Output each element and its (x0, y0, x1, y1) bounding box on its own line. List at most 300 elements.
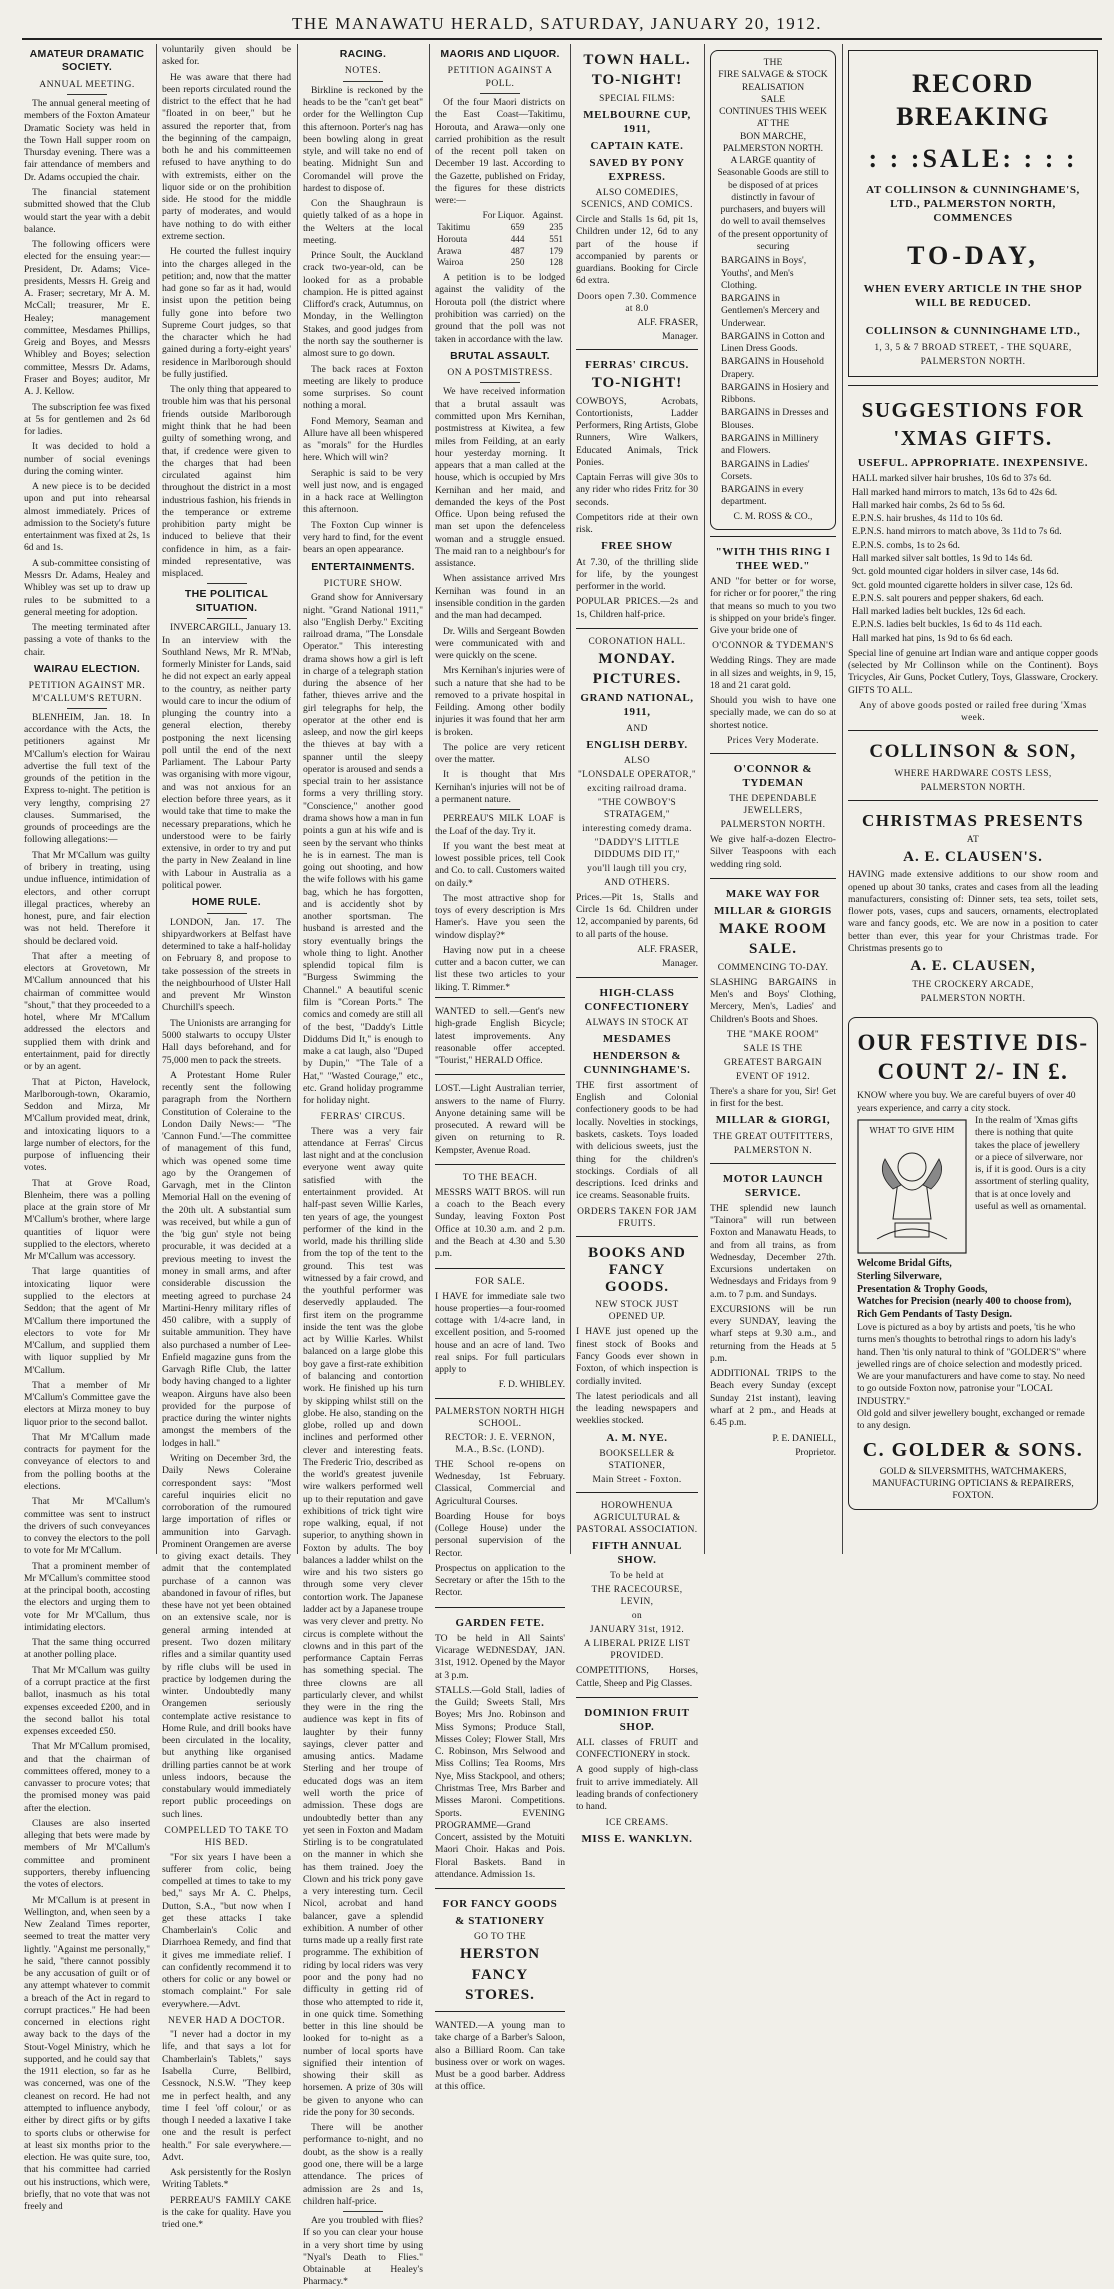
ad-signature: ALF. FRASER, (637, 316, 698, 328)
column-3 (299, 44, 427, 2288)
paragraph: He was aware that there had been reports circulated round the district to the effect that he had "floated in on beer," but he assured the reporter that, from the beginning of the campaign, both he and his committeemen refused to have anything to do with extremists, either on the liquor side or on the prohibition side. He stood for the middle party of moderates, and would have nothing to do with either extreme section. (162, 71, 291, 242)
list-item: E.P.N.S. hair brushes, 4s 11d to 10s 6d. (852, 513, 1003, 525)
list-item: Watches for Precision (nearly 400 to choose from), (857, 1296, 1072, 1308)
paragraph: PERREAU'S MILK LOAF is the Loaf of the day. Try it. (435, 813, 565, 837)
illustration-caption: WHAT TO GIVE HIM (869, 1125, 955, 1135)
headline-dramatic-society: AMATEUR DRAMATIC SOCIETY. (29, 48, 145, 74)
paragraph: A Protestant Home Ruler recently sent the following paragraph from the Northern Constitution of Coleraine to the London Daily News:— "The 'Cannon Fund.'—The committee of management of this fund, which was opened some time ago by the Orangemen of Garvagh, met in the Clinton Memorial Hall on the evening of the 20th ult. A substantial sum was received, but while a gun of the 'big gun' style not being procurable, it was decided at a previous meeting to invest the money in small arms, and after considerable discussion the meeting agreed to purchase 24 Martini-Henry military rifles of 450 calibre, with a supply of suitable ammunition. They have also purchased a number of Lee-Enfield magazine guns from the Garvagh Rifle Club, the latter body having changed to a lighter weapon. Airguns have also been provided for the purpose of practice during the winter nights amongst the members of the lodges in hall." (162, 1069, 291, 1449)
ad-heading: PALMERSTON NORTH HIGH SCHOOL. (435, 1406, 565, 1429)
table-cell: Arawa (437, 245, 462, 256)
advert-herston-fancy-stores (435, 1888, 565, 2011)
ad-line: PALMERSTON NORTH. (920, 783, 1026, 794)
paragraph: The only thing that appeared to trouble him was that his personal friends outside Marlborough might think that he had been guilty of something wrong, and that, if credence were given to the charges that had been circulated against him throughout the district in a most industrious fashion, his friends in the temperance or extreme prohibition party might be induced to believe that their confidence in him, as a fair-minded representative, was misplaced. (162, 384, 291, 580)
ad-heading: FOR SALE. (475, 1276, 525, 1287)
column-5 (572, 44, 702, 1845)
ad-text: Should you wish to have one specially made, we can do so at shortest notice. (710, 695, 836, 731)
paragraph: If you want the best meat at lowest possible prices, tell Cook and Co. to call. Customers waited on daily.* (435, 840, 565, 889)
table-cell: 250 (510, 257, 525, 268)
list-item: 9ct. gold mounted cigarette holders in silver case, 12s 6d. (852, 579, 1073, 591)
table-row (435, 246, 565, 258)
ad-line: Doors open 7.30. Commence at 8.0 (577, 291, 697, 314)
list-item: BARGAINS in Household Drapery. (721, 356, 824, 380)
paragraph: Clauses are also inserted alleging that bets were made by members of Mr M'Callum's committee and prominent supporters, thereby influencing the votes of electors. (24, 1817, 150, 1891)
ad-line: BOOKSELLER & STATIONER, (599, 1448, 675, 1471)
headline-racing: RACING. (339, 48, 387, 60)
ad-line: PICTURES. (592, 671, 682, 688)
table-row (435, 222, 565, 234)
ad-line: PALMERSTON NORTH. (722, 142, 824, 154)
classified-for-sale (435, 1268, 565, 1398)
advert-books-fancy-goods (576, 1236, 698, 1492)
ad-signature: Proprietor. (795, 1446, 836, 1458)
paragraph: That Mr M'Callum made contracts for payment for the conveyance of electors to and from the polling booths at the elections. (24, 1431, 150, 1492)
ad-line: COMMENCING TO-DAY. (717, 962, 829, 973)
paragraph: The Foxton Cup winner is very hard to find, for the event bears an open appearance. (303, 519, 423, 556)
ad-text: LOST.—Light Australian terrier, answers to the name of Flurry. Anyone detaining same will be prosecuted. A reward will be given on returning to R. Kempster, Avenue Road. (435, 1083, 565, 1156)
list-item: BARGAINS in Hosiery and Ribbons. (721, 381, 829, 406)
ad-line: MILLAR & GIORGI, (715, 1114, 831, 1127)
column-divider (429, 44, 430, 1554)
ad-line: AT COLLINSON & CUNNINGHAME'S, LTD., PALMERSTON NORTH, COMMENCES (866, 183, 1080, 224)
column-divider (704, 44, 705, 1554)
ad-line: on (631, 1611, 643, 1622)
ad-line: THE GREAT OUTFITTERS, (713, 1131, 833, 1142)
headline-wairau-election: WAIRAU ELECTION. (33, 662, 141, 675)
paragraph: Are you troubled with flies? If so you can clear your house in a very short time by using "Nyal's Death to Flies." Obtainable at Healey's Pharmacy.* (303, 2215, 423, 2288)
ad-line: THE (763, 57, 783, 68)
paragraph: "For six years I have been a sufferer from colic, being compelled at times to take to my bed," says Mr A. C. Phelps, Dutton, S.A., "but now when I get these attacks I take Chamberlain's Colic and Diarrhoea Remedy, and find that it gives me immediate relief. I can confidently recommend it to others for colic or any bowel or stomach complaint." For sale everywhere.—Advt. (162, 1851, 291, 2010)
ad-line: ORDERS TAKEN FOR JAM FRUITS. (577, 1206, 697, 1229)
column-4 (431, 44, 569, 2093)
ad-signature: Manager. (662, 330, 698, 342)
ad-text: POPULAR PRICES.—2s and 1s, Children half-price. (576, 596, 698, 620)
ad-line: WHEN EVERY ARTICLE IN THE SHOP WILL BE REDUCED. (863, 283, 1083, 310)
table-cell: 128 (549, 257, 563, 268)
list-item: BARGAINS in Dresses and Blouses. (721, 407, 829, 431)
list-item: Welcome Bridal Gifts, (857, 1257, 952, 1269)
list-item: Sterling Silverware, (857, 1270, 942, 1282)
advert-festive-discount (848, 1017, 1098, 1510)
ad-line: BOOKS AND FANCY GOODS. (588, 1244, 686, 1296)
ad-text: Prices.—Pit 1s, Stalls and Circle 1s 6d. Children under 12, accompanied by parents, 6d to all parts of the house. (576, 891, 698, 940)
ad-text: In the realm of 'Xmas gifts there is nothing that quite takes the place of jewellery or a piece of silverware, nor is, if it is good. Ours is a city assortment of sterling quality, that is at once lovely and useful as well as ornamental. (975, 1114, 1089, 1212)
ad-line: ALSO (623, 755, 651, 766)
advert-record-breaking-sale (848, 50, 1098, 377)
ad-line: Prices Very Moderate. (727, 735, 819, 746)
ad-text: KNOW where you buy. We are careful buyers of over 40 years experience, and carry a city stock. (857, 1090, 1076, 1114)
ad-line: A. E. CLAUSEN'S. (903, 849, 1043, 866)
ad-text: EXCURSIONS will be run every SUNDAY, leaving the wharf steps at 9.30 a.m., and returning from the Heads at 5 p.m. (710, 1303, 836, 1364)
headline-maoris-liquor: MAORIS AND LIQUOR. (440, 48, 560, 60)
ad-line: O'CONNOR & TYDEMAN (733, 762, 813, 790)
subhead-never-had-doctor: NEVER HAD A DOCTOR. (168, 2014, 285, 2026)
masthead-rule (22, 38, 1102, 40)
ad-line: HERSTON (459, 1946, 541, 1963)
advert-fire-salvage-sale (710, 50, 836, 530)
ad-line: 'XMAS GIFTS. (893, 426, 1053, 451)
ad-text: We are your manufacturers and have come to stay. No need to go outside Foxton now, patronise your "LOCAL INDUSTRY." (857, 1371, 1085, 1407)
paragraph: It is thought that Mrs Kernihan's injuries will not be of a permanent nature. (435, 769, 565, 805)
ad-line: STORES. (465, 1986, 535, 2003)
ad-text: THE School re-opens on Wednesday, 1st February. Classical, Commercial and Agricultural Courses. (435, 1458, 565, 1507)
ad-line: SALE IS THE (743, 1043, 803, 1054)
cupid-illustration (857, 1119, 967, 1254)
ad-text: I HAVE for immediate sale two house properties—a four-roomed cottage with 1/4-acre land, in excellent position, and 5-roomed house and an acre of land. Two real snips. For full particulars apply to (435, 1290, 565, 1376)
paragraph: "I never had a doctor in my life, and that says a lot for Chamberlain's Tablets," says Isabella Curre, Bellbird, Cessnock, N.S.W. "They keep me in perfect health, and any time I feel 'off colour,' or as though I needed a laxative I take one and the result is perfect health." For sale everywhere.—Advt. (162, 2029, 291, 2163)
paragraph: Seraphic is said to be very well just now, and is engaged in a hack race at Wellington this afternoon. (303, 467, 423, 516)
classified-wanted-barber (435, 2011, 565, 2101)
ad-text: MESSRS WATT BROS. will run a coach to the Beach every Sunday, leaving Foxton Post Office at 10.30 a.m. and 2 p.m. and the Beach at 4.30 and 5.30 p.m. (435, 1186, 565, 1260)
ad-line: "WITH THIS RING I THEE WED." (715, 545, 831, 572)
ad-line: FOR FANCY GOODS (442, 1898, 558, 1911)
ad-text: AND "for better or for worse, for richer or for poorer," the ring that means so much to you two is shipped on your bride's finger. Give your bride one of (710, 575, 836, 637)
ad-line: Main Street - Foxton. (592, 1474, 682, 1485)
ad-text: HAVING made extensive additions to our show room and opened up about 30 tanks, crates and cases from all the leading manufacturers, consisting of: Dinner sets, tea sets, toilet sets, flower pots, vases, cups and saucers, ornaments, electroplated ware and fancy goods, etc. We are now in a position to cater better than ever, this year for your Christmas trade. For Christmas presents go to (848, 869, 1098, 954)
ad-text: A LARGE quantity of Seasonable Goods are still to be disposed of at prices distinctly in favour of purchasers, and buyers will do well to avail themselves of the present opportunity of securing (717, 155, 829, 252)
ad-text: TO be held in All Saints' Vicarage WEDNESDAY, JAN. 31st, 1912. Opened by the Mayor at 3 p.m. (435, 1632, 565, 1681)
feature-list (857, 1258, 1089, 1322)
ad-line: C. GOLDER & SONS. (862, 1439, 1084, 1462)
paragraph: The annual general meeting of members of the Foxton Amateur Dramatic Society was held in the Town Hall supper room on Thursday evening. There was a fair attendance of members and Dr. Adams occupied the chair. (24, 98, 150, 183)
list-item: Hall marked silver salt bottles, 1s 9d to 14s 6d. (852, 553, 1033, 565)
ad-text: We give half-a-dozen Electro-Silver Teaspoons with each wedding ring sold. (710, 834, 836, 870)
advert-horowhenua-show (576, 1492, 698, 1697)
list-item: 9ct. gold mounted cigar holders in silver case, 14s 6d. (852, 566, 1059, 578)
ad-line: A LIBERAL PRIZE LIST PROVIDED. (583, 1639, 691, 1662)
ad-line: ALWAYS IN STOCK AT (585, 1017, 689, 1028)
table-cell: 179 (549, 245, 563, 256)
divider (207, 618, 247, 619)
ad-line: COUNT 2/- IN £. (877, 1059, 1069, 1085)
paragraph: That after a meeting of electors at Grovetown, Mr M'Callum announced that his chairman of committee would "shout," that they proceeded to a hotel, where Mr M'Callum addressed the electors and supplied them with drink and entertainment, paid for directly or by an agent. (24, 950, 150, 1073)
paragraph: Of the four Maori districts on the East Coast—Takitimu, Horouta, and Arawa—only one carried prohibition as the result of the recent poll taken on December 19 last. According to the Gazette, published on Friday, the figures for these districts were:— (435, 96, 565, 207)
paragraph: That the same thing occurred at another polling place. (24, 1637, 150, 1661)
advert-town-hall (576, 44, 698, 349)
paragraph: BLENHEIM, Jan. 18. In accordance with the Acts, the petitioners against Mr M'Callum's election for Wairau advertise the full text of the grounds of the petition in the Express to-night. The petition is very lengthy, comprising 27 clauses. Summarised, the grounds of proceedings are the following allegations:— (24, 711, 150, 846)
paragraph: A sub-committee consisting of Messrs Dr. Adams, Healey and Whibley was set up to draw up rules to be submitted to a general meeting for adoption. (24, 557, 150, 618)
divider (480, 809, 520, 810)
ad-line: ALSO COMEDIES, SCENICS, AND COMICS. (581, 187, 693, 210)
column-1 (20, 44, 154, 2213)
ad-line: MOTOR LAUNCH SERVICE. (722, 1172, 824, 1199)
ad-text: Wedding Rings. They are made in all sizes and weights, in 9, 15, 18 and 21 carat gold. (710, 655, 836, 691)
classified-garden-fete (435, 1607, 565, 1888)
paragraph: Prince Soult, the Auckland crack two-year-old, can be looked for as a probable champion. He is pitted against Clifford's crack, Autumnus, on Monday, in the Wellington Stakes, and good judges from the north say the southerner is almost sure to go down. (303, 250, 423, 360)
ad-text: WANTED.—A young man to take charge of a Barber's Saloon, also a Billiard Room. Can take business over or work on wages. Must be a good barber. Address at this office. (435, 2020, 565, 2093)
advert-clausen (848, 800, 1098, 1010)
ad-heading: TO THE BEACH. (462, 1172, 538, 1183)
subhead-picture-show: PICTURE SHOW. (323, 577, 403, 589)
paragraph: A new piece is to be decided upon and put into rehearsal almost immediately. Prices of admission to the Society's future entertainment was fixed at 2s, 1s 6d and 1s. (24, 481, 150, 554)
paragraph: Having now put in a cheese cutter and a bacon cutter, we can list these two articles to your liking. T. Rimmer.* (435, 944, 565, 993)
ad-signature: F. D. WHIBLEY. (498, 1379, 565, 1391)
ad-line: MILLAR & GIORGIS (714, 905, 832, 918)
paragraph: Writing on December 3rd, the Daily News Coleraine correspondent says: "Most careful inquiries elicit no corroboration of the rumoured large importation of rifles or ammunition into Garvagh. Prominent Orangemen are averse to giving exact details. They admit that the contemplated purchase of a cannon was abandoned in favour of rifles, but these have not yet been obtained on an extensive scale, nor is general arming intended at present. Two dozen military rifles and a similar quantity used by rifle clubs will be used in practice by lodgemen during the winter. Undoubtedly many Orangemen seriously contemplate active resistance to Home Rule, and drill books have been circulated in the locality, but anything like organised drilling parties cannot be at work unless indoors, because the constabulary would immediately report public proceedings on such lines. (162, 1453, 291, 1820)
ad-line: AND OTHERS. (604, 877, 670, 888)
ad-line: FANCY (471, 1966, 529, 1983)
ad-line: ENGLISH DERBY. (586, 738, 688, 751)
ad-line: AND (626, 723, 648, 734)
classified-to-the-beach (435, 1164, 565, 1268)
ad-text: Competitors ride at their own risk. (576, 511, 698, 536)
subhead-compelled: COMPELLED TO TAKE TO HIS BED. (164, 1824, 289, 1849)
ad-line: exciting railroad drama. (587, 783, 687, 794)
advert-coronation-hall (576, 628, 698, 977)
paragraph: The police are very reticent over the matter. (435, 741, 565, 766)
ad-line: THE CROCKERY ARCADE, (912, 979, 1034, 990)
ad-line: HIGH-CLASS CONFECTIONERY (584, 986, 690, 1013)
column-divider (570, 44, 571, 1554)
ad-line: HENDERSON & CUNNINGHAME'S. (583, 1049, 691, 1076)
advert-dominion-fruit-shop (576, 1697, 698, 1853)
table-header: Against. (532, 210, 563, 221)
list-item: E.P.N.S. salt pourers and pepper shakers, 6d each. (852, 592, 1044, 604)
list-item: Hall marked hat pins, 1s 9d to 6s 6d each. (852, 632, 1013, 644)
classified-high-school (435, 1398, 565, 1607)
ad-line: GRAND NATIONAL, 1911, (580, 692, 694, 719)
paragraph: INVERCARGILL, January 13. In an interview with the Southland News, Mr R. M'Nab, formerly Minister for Lands, said he did not expect an early appeal to the country, as neither party would care to incur the odium of plunging the country into a general election, thereby postponing the next licensing poll until the end of the next Parliament. The Labour Party was organising with more vigour, and was not anxious for an election before three years, as it would take that time to make the necessary preparations, which he understood were to be fairly extensive, in order to try and put the party in New Zealand in line with Labour in Australia as a political power. (162, 622, 291, 891)
ad-text: There's a share for you, Sir! Get in first for the best. (710, 1085, 836, 1110)
ad-line: THE "MAKE ROOM" (726, 1029, 820, 1040)
advert-xmas-gifts (848, 385, 1098, 730)
paragraph: Birkline is reckoned by the heads to be the "can't get beat" order for the Wellington Cup this afternoon. Porter's nag has been bowling along in great style, and will take no end of beating. Midnight Sun and Coromandel will prove the hardest to dispose of. (303, 84, 423, 194)
ad-line: MELBOURNE CUP, 1911, (583, 108, 691, 135)
ad-line: "THE COWBOY'S STRATAGEM," (597, 797, 677, 820)
ad-subheading: RECTOR: J. E. VERNON, M.A., B.Sc. (LOND). (444, 1432, 556, 1455)
ad-line: you'll laugh till you cry, (587, 863, 687, 874)
ad-line: DOMINION FRUIT SHOP. (584, 1706, 690, 1733)
ad-line: HOROWHENUA AGRICULTURAL & PASTORAL ASSOCIATION. (576, 1500, 698, 1535)
poll-results-table (435, 210, 565, 269)
ad-line: EVENT OF 1912. (736, 1071, 810, 1082)
ad-line: BON MARCHE, (739, 130, 807, 142)
ad-line: FREE SHOW (601, 540, 673, 553)
divider (480, 93, 520, 94)
ad-line: Any of above goods posted or railed free during 'Xmas week. (859, 700, 1087, 723)
list-item: E.P.N.S. ladies belt buckles, 1s 6d to 4s 11d each. (852, 619, 1043, 631)
ad-line: MESDAMES (602, 1032, 672, 1045)
paragraph: That at Grove Road, Blenheim, there was a polling place at the grain store of Mr M'Callum's brother, where large quantities of liquor were supplied to the electors, whereto Mr M'Callum was accessory. (24, 1177, 150, 1263)
subhead-ferras-circus: FERRAS' CIRCUS. (320, 1111, 406, 1123)
list-item: Hall marked ladies belt buckles, 12s 6d each. (852, 606, 1026, 618)
ad-line: AT (966, 835, 980, 846)
ad-line: SAVED BY PONY EXPRESS. (589, 156, 685, 183)
paragraph: He courted the fullest inquiry into the charges alleged in the petition; and, now that the matter had gone so far as it had, would insist upon the petition being fully gone into before two Supreme Court judges, so that the character which he had gained during a forty-eight years' residence in Marlborough should be fully justified. (162, 246, 291, 380)
paragraph: That a member of Mr M'Callum's Committee gave the electors at Mirza money to buy liquor prior to the second ballot. (24, 1379, 150, 1428)
advert-collinson-son (848, 730, 1098, 800)
ad-line: MONDAY. (598, 650, 676, 667)
paragraph: The back races at Foxton meeting are likely to produce some surprises. So count nothing a moral. (303, 363, 423, 412)
paragraph: That Mr M'Callum promised, and that the chairman of committees offered, money to a canvasser to procure votes; that the promised money was paid after the election. (24, 1741, 150, 1814)
ad-line: GREATEST BARGAIN (723, 1057, 823, 1068)
ad-text: Circle and Stalls 1s 6d, pit 1s, Children under 12, 6d to any part of the house if accompanied by parents or guardians. Booking for Circle 6d extra. (576, 213, 698, 287)
paragraph: The meeting terminated after passing a vote of thanks to the chair. (24, 622, 150, 658)
paragraph: LONDON, Jan. 17. The shipyardworkers at Belfast have determined to take a half-holiday on February 8, and propose to take possession of the streets in the neighbourhood of Ulster Hall and prevent Mr Winston Churchill's speech. (162, 916, 291, 1014)
ad-text: COWBOYS, Acrobats, Contortionists, Ladder Performers, Ring Artists, Globe Runners, Wire Walkers, Educated Animals, Trick Ponies. (576, 395, 698, 468)
ad-line: JANUARY 31st, 1912. (589, 1625, 685, 1636)
paragraph: We have received information that a brutal assault was committed upon Mrs Kernihan, postmistress at Kiwitea, a few miles from Feilding, at an early hour yesterday morning. It appears that a man called at the house, which is occupied by Mrs Kernihan and her maid, and demanded the keys of the Post Office. Upon being refused the man set upon the defenceless woman and a struggle ensued. The maid ran to a neighbour's for assistance. (435, 386, 565, 570)
divider (207, 583, 247, 584)
ad-text: COMPETITIONS, Horses, Cattle, Sheep and Pig Classes. (576, 1665, 698, 1689)
gift-list (852, 473, 1098, 644)
paragraph: Mr M'Callum is at present in Wellington, and, when seen by a New Zealand Times reporter, seemed to treat the matter very lightly. "Against me personally," he said, "there cannot possibly be any accusation of guilt or of any attempt whatever to commit a breach of the Act in regard to corrupt practices." He had been concerned in elections right away back to the days of the Stout-Vogel Ministry, which he supported, and he could say that the 1911 election, so far as he was concerned, was one of the cleanest on record. He had not attempted to influence anybody, either by direct gifts or by gifts to sports clubs or otherwise for at least six months prior to the election. He was quite sure, too, that his committee had carried out his instructions, which were, briefly, that no vote that was not freely and (24, 1894, 150, 2213)
ad-line: TO-DAY, (907, 241, 1039, 271)
ad-line: USEFUL. APPROPRIATE. INEXPENSIVE. (857, 457, 1089, 470)
subhead-petition: PETITION AGAINST MR. M'CALLUM'S RETURN. (28, 680, 146, 704)
paragraph: It was decided to hold a number of social evenings during the coming winter. (24, 441, 150, 477)
ad-signature: P. E. DANIELL, (772, 1432, 836, 1444)
ad-line: SUGGESTIONS FOR (861, 397, 1085, 422)
paragraph: Dr. Wills and Sergeant Bowden were communicated with and were quickly on the scene. (435, 625, 565, 662)
table-row (435, 234, 565, 246)
paragraph: The Unionists are arranging for 5000 stalwarts to occupy Ulster Hall days beforehand, and for 75,000 men to pack the streets. (162, 1017, 291, 1066)
ad-line: COLLINSON & SON, (869, 741, 1077, 762)
table-cell: 659 (510, 222, 525, 233)
ad-text: Prospectus on application to the Secretary or after the 15th to the Rector. (435, 1562, 565, 1599)
column-divider (842, 44, 843, 1554)
bargain-list (721, 255, 829, 508)
list-item: BARGAINS in Boys', Youths', and Men's Clothing. (721, 255, 807, 291)
paragraph: That at Picton, Havelock, Marlborough-town, Okaramio, Seddon and Mirza, Mr M'Callum provided meat, drink, and intoxicating liquors to a large number of electors, for the purpose of influencing their votes. (24, 1076, 150, 1174)
ad-line: GOLD & SILVERSMITHS, WATCHMAKERS, MANUFACTURING OPTICIANS & REPAIRERS, (872, 1465, 1074, 1490)
subhead-annual-meeting: ANNUAL MEETING. (39, 78, 135, 90)
ad-line: FIFTH ANNUAL SHOW. (591, 1539, 682, 1566)
divider (67, 94, 107, 95)
ad-line: GO TO THE (473, 1932, 527, 1943)
ad-line: TOWN HALL. (583, 52, 691, 68)
ad-text: Old gold and silver jewellery bought, exchanged or remade to any design. (857, 1407, 1085, 1432)
ad-line: SPECIAL FILMS: (599, 93, 675, 104)
table-cell: Horouta (437, 233, 468, 244)
headline-home-rule: HOME RULE. (192, 896, 261, 909)
ad-line: "DADDY'S LITTLE DIDDUMS DID IT," (594, 837, 680, 860)
table-cell: 551 (549, 233, 563, 244)
ad-line: A. E. CLAUSEN, (910, 958, 1036, 975)
ad-line: MISS E. WANKLYN. (581, 1832, 693, 1845)
ad-line: A. M. NYE. (606, 1431, 668, 1444)
ad-line: NEW STOCK JUST OPENED UP. (595, 1300, 679, 1323)
paragraph: That Mr M'Callum was guilty of bribery in treating, using undue influence, intimidation of electors, and other corrupt illegal practices, whereby an honest, pure, and fair election was not held. Therefore it should be declared void. (24, 849, 150, 947)
ad-text: ADDITIONAL TRIPS to the Beach every Sunday (except Sunday 21st instant), leaving wharf at 2 pm., and Heads at 6.45 p.m. (710, 1368, 836, 1429)
ad-line: THE DEPENDABLE JEWELLERS, (729, 794, 817, 817)
ad-line: PALMERSTON NORTH. (720, 820, 826, 831)
ad-line: COLLINSON & CUNNINGHAME LTD., (865, 325, 1081, 338)
ad-line: RECORD BREAKING (896, 69, 1050, 132)
ad-line: CONTINUES THIS WEEK AT THE (719, 106, 827, 130)
paragraph: That Mr M'Callum was guilty of a corrupt practice at the first ballot, inasmuch as his total expenses exceeded £200, and in the second ballot his total expenses exceeded £50. (24, 1664, 150, 1738)
ad-text: Special line of genuine art Indian ware and antique copper goods (selected by Mr Collinson while on the Continent). Boys Tricycles, Air Guns, Pocket Cutlery, Toys, Glassware, Crockery. GIFTS TO ALL. (848, 647, 1098, 696)
paragraph: That a prominent member of Mr M'Callum's committee stood at the principal booth, accosting the electors and urging them to vote for Mr M'Callum, thus intimidating electors. (24, 1560, 150, 1633)
divider (343, 81, 383, 82)
masthead: THE MANAWATU HERALD, SATURDAY, JANUARY 20, 1912. (292, 14, 822, 33)
ad-text: STALLS.—Gold Stall, ladies of the Guild; Sweets Stall, Mrs Boyes; Mrs Jno. Robinson and Miss Symons; Produce Stall, Misses Coley; Flower Stall, Mrs C. Robinson, Mrs Selwood and Miss Collins; Tea Rooms, Mrs Nye, Miss Stackpool, and others; Christmas Tree, Mrs Barber and Misses Maroni. Competitions. Sports. EVENING PROGRAMME—Grand Concert, assisted by the Motuiti Maori Choir. Hakas and Pois. Floral Baskets. Band in attendance. Admission 1s. (435, 1684, 565, 1880)
subhead-postmistress: ON A POSTMISTRESS. (447, 367, 553, 379)
paragraph: A petition is to be lodged against the validity of the Horouta poll (the district where prohibition was carried) on the ground that the poll was not taken in accordance with the law. (435, 272, 565, 345)
ad-line: FIRE SALVAGE & STOCK REALISATION (718, 69, 828, 93)
list-item: Hall marked hand mirrors to match, 13s 6d to 42s 6d. (852, 486, 1058, 498)
ad-line: "LONSDALE OPERATOR," (577, 769, 697, 780)
advert-confectionery (576, 977, 698, 1236)
divider (480, 382, 520, 383)
ad-line: FOXTON. (952, 1490, 994, 1502)
ad-heading: GARDEN FETE. (455, 1616, 545, 1629)
list-item: BARGAINS in Cotton and Linen Dress Goods. (721, 330, 825, 355)
ad-text: WANTED to sell.—Gent's new high-grade English Bicycle; latest improvements. Any reasonable offer accepted. "Tourist," HERALD Office. (435, 1005, 565, 1067)
classified-lost-terrier (435, 1074, 565, 1164)
advert-oconnor-tydeman (710, 753, 836, 878)
table-cell: 235 (549, 222, 563, 233)
paragraph: That Mr M'Callum's committee was sent to instruct the drivers of such conveyances to convey the electors to the poll to vote for Mr M'Callum. (24, 1496, 150, 1557)
ad-text: THE splendid new launch "Tainora" will run between Foxton and Manawatu Heads, to and from all trains, as from Wednesday, December 27th. Excursions undertaken on Wednesdays and Fridays from 9 a.m. to 7 p.m. and Sundays. (710, 1202, 836, 1300)
table-cell: 444 (510, 233, 525, 244)
ad-text: Love is pictured as a boy by artists and poets, 'tis he who turns men's thoughts to betrothal rings to adorn his lady's hand. Then 'tis only natural to think of "GOLDER'S" where jewelled rings are of choice selection and modestly priced. (857, 1321, 1087, 1370)
list-item: Hall marked hair combs, 2s 6d to 5s 6d. (852, 499, 1005, 511)
ad-line: MAKE ROOM (719, 921, 827, 938)
subhead-notes: NOTES. (344, 65, 382, 77)
classified-wanted-bicycle (435, 997, 565, 1074)
table-cell: Wairoa (437, 257, 464, 268)
ad-line: OUR FESTIVE DIS- (857, 1029, 1089, 1055)
column-2 (158, 44, 295, 2231)
ad-text: Captain Ferras will give 30s to any rider who rides Fritz for 30 seconds. (576, 472, 698, 508)
advert-wedding-rings (710, 536, 836, 753)
ad-text: The latest periodicals and all the leading newspapers and weeklies stocked. (576, 1390, 698, 1427)
ad-line: CHRISTMAS PRESENTS (861, 811, 1085, 831)
list-item: BARGAINS in every department. (721, 484, 804, 508)
list-item: Rich Gem Pendants of Tasty Design. (857, 1309, 1013, 1321)
ad-line: C. M. ROSS & CO., (733, 510, 813, 522)
ad-text: I HAVE just opened up the finest stock of Books and Fancy Goods ever shown in Foxton, of which inspection is cordially invited. (576, 1326, 698, 1387)
advert-motor-launch (710, 1163, 836, 1465)
ad-text: Boarding House for boys (College House) under the personal supervision of the Rector. (435, 1510, 565, 1559)
divider (207, 913, 247, 914)
ad-line: TO-NIGHT! (591, 375, 683, 392)
ad-text: At 7.30, of the thrilling slide for life, by the youngest performer in the world. (576, 556, 698, 593)
table-cell: 487 (510, 245, 525, 256)
ad-text: ALL classes of FRUIT and CONFECTIONERY in stock. (576, 1736, 698, 1761)
ad-line: O'CONNOR & TYDEMAN'S (712, 641, 834, 652)
paragraph: That large quantities of intoxicating liquor were supplied to the electors at Seddon; that the agent of Mr M'Callum there importuned the electors to vote for Mr M'Callum, and supplied them with liquor supplied by Mr M'Callum. (24, 1266, 150, 1376)
list-item: BARGAINS in Gentlemen's Mercery and Underwear. (721, 293, 820, 329)
ad-text: SLASHING BARGAINS in Men's and Boys' Clothing, Mercery, Men's, Ladies' and Children's Boots and Shoes. (710, 976, 836, 1025)
headline-political-situation: THE POLITICAL SITUATION. (184, 588, 269, 614)
paragraph: There was a very fair attendance at Ferras' Circus last night and at the conclusion everyone went away quite satisfied with the entertainment provided. At half-past seven Willie Karles, ten years of age, the youngest performer of the kind in the world, made his thrilling slide from the top of the tent to the ground. This test was witnessed by a fair crowd, and the youthful performer was deservedly applauded. The first item on the programme inside the tent was the globe act by Willie Karles. Whilst balanced on a large globe this boy gave a first-rate exhibition of balancing and contortion work. He finished up his turn by skipping whilst still on the globe. He also, standing on the globe, rolled up and down inclines and performed other clever and interesting feats. The Frederic Trio, described as the world's greatest juvenile wire walkers performed well up to their reputation and gave exhibitions of trick tight wire rope walking, equal, if not superior, to anything shown in Foxton by adults. The boy balances a ladder whilst on the wire and his two sisters go through some very clever contortion work. The Japanese ladder act by a Japanese troupe was very clever and pretty. No circus is complete without the clowns and in this part of the performance Captain Ferras has something special. The three clowns are all particularly clever, and whilst they were in the ring the audience was kept in fits of laughter by their funny sayings, clever patter and amusing antics. Madame Sterling and her troupe of educated dogs was an item well worth the price of admission. These dogs are undoubtedly better than any yet seen in Foxton and Madam Stirling is to be congratulated on the manner in which she has them trained. Joey the Clown and his trick pony gave a very interesting turn. Cecil Nicol, acrobat and hand balancer, gave a splendid exhibition. A number of other turns made up a really first rate programme. The exhibition of riding by local riders was very poor and the pony had no difficulty in getting rid of those who attempted to ride it, in one quick time. Something better in this line should be looked for to-night as a number of local sports have signified their intention of showing their skill as horsemen. A prize of 30s will be given to anyone who can ride the pony for 30 seconds. (303, 1125, 423, 2118)
table-header (435, 210, 476, 222)
ad-line: TO-NIGHT! (591, 72, 683, 89)
paragraph: The financial statement submitted showed that the Club would start the year with a debit balance. (24, 187, 150, 235)
paragraph: When assistance arrived Mrs Kernihan was found in an insensible condition in the garden and the man had decamped. (435, 573, 565, 622)
ad-line: FERRAS' CIRCUS. (585, 359, 689, 372)
list-item: BARGAINS in Millinery and Flowers. (721, 432, 819, 457)
ad-line: & STATIONERY (455, 1915, 545, 1928)
ad-line: : : :SALE: : : : (868, 143, 1078, 173)
headline-brutal-assault: BRUTAL ASSAULT. (450, 349, 550, 362)
divider (67, 708, 107, 709)
advert-millar-giorgi (710, 878, 836, 1163)
ad-line: SALE. (749, 941, 797, 958)
table-row (435, 257, 565, 269)
ad-line: THE RACECOURSE, LEVIN, (591, 1585, 683, 1608)
paragraph: voluntarily given should be asked for. (162, 44, 291, 68)
paragraph: The following officers were elected for the ensuing year:— President, Dr. Adams; Vice-presidents, Messrs H. Greig and A. Fraser; secretary, Mr A. M. McCall; treasurer, Mr E. Healey; management committee, Mesdames Phillips, Greig and Boyes, and Messrs Whibley and Boyes; selection committee, Messrs Dr. Adams, Fraser and Boyes; auditor, Mr A. J. Kellow. (24, 239, 150, 398)
list-item: E.P.N.S. combs, 1s to 2s 6d. (852, 539, 960, 551)
list-item: BARGAINS in Ladies' Corsets. (721, 458, 810, 482)
table-header-row (435, 210, 565, 222)
headline-entertainments: ENTERTAINMENTS. (311, 560, 415, 573)
ad-line: To be held at (610, 1571, 664, 1582)
ad-line: PALMERSTON N. (733, 1145, 813, 1156)
paragraph: Ask persistently for the Roslyn Writing Tablets.* (162, 2167, 291, 2191)
